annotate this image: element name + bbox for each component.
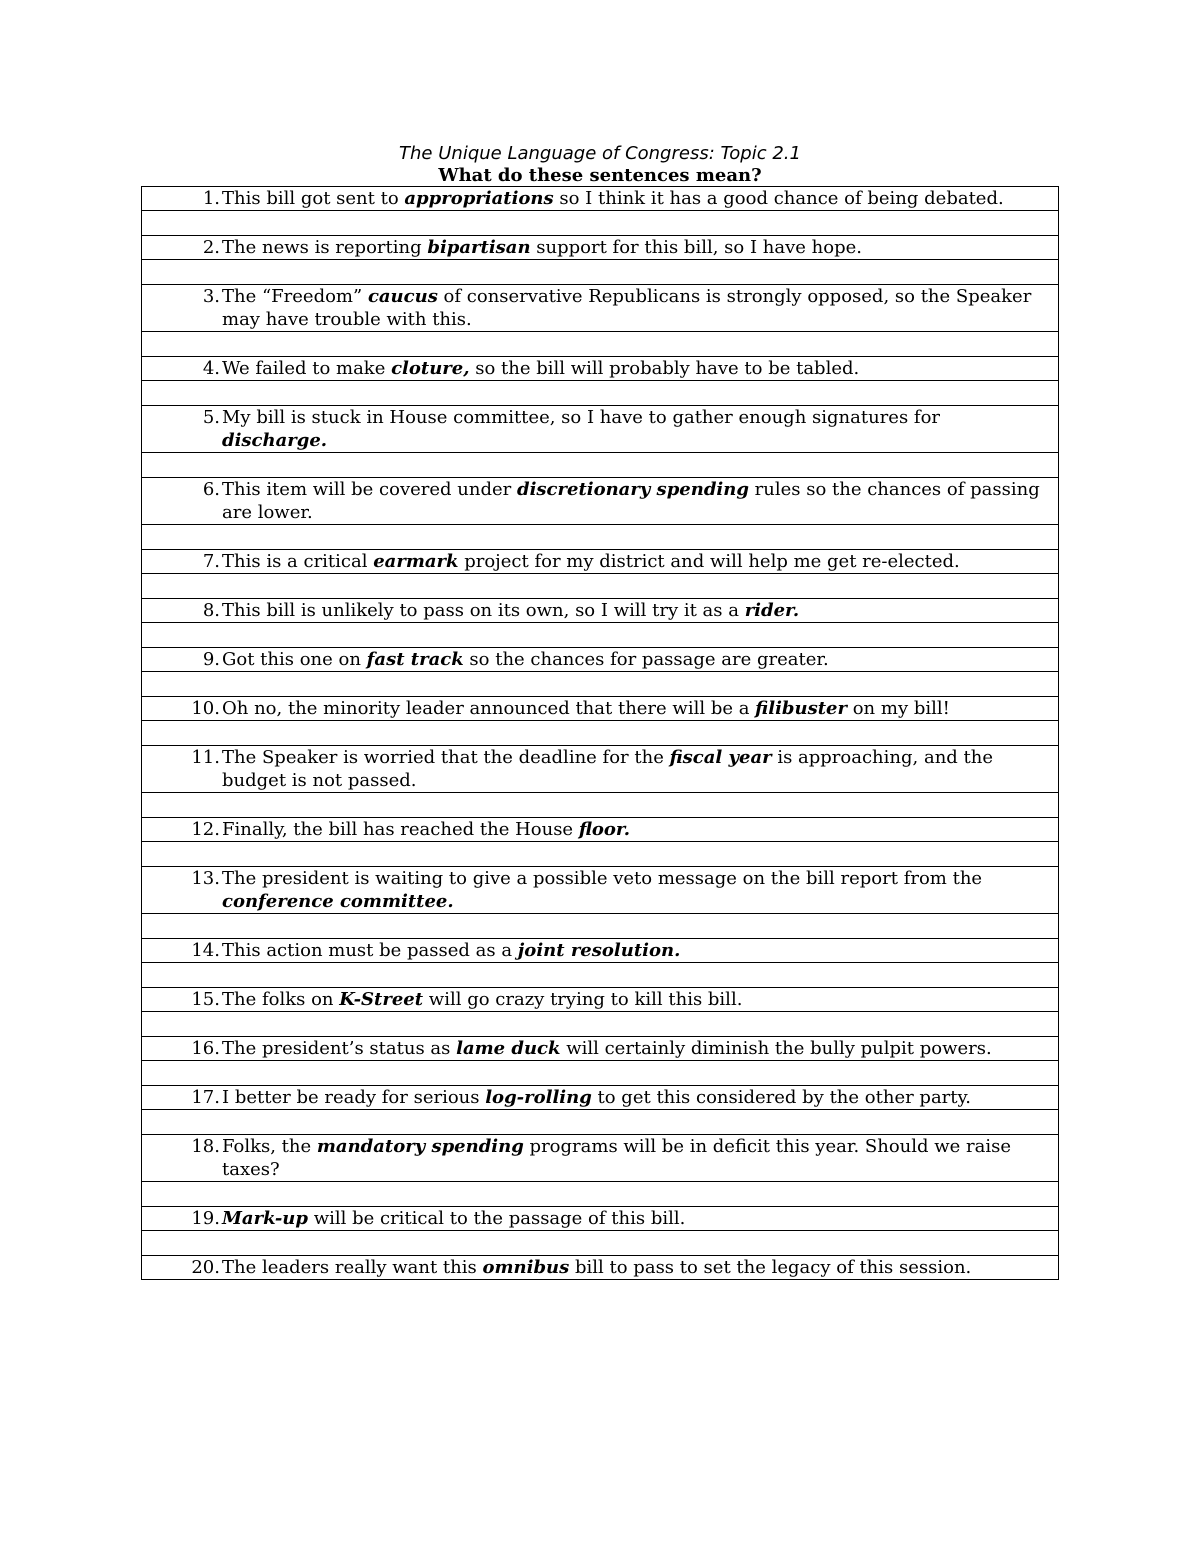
question-line: [142, 236, 1058, 259]
question-line: [142, 1037, 1058, 1060]
question-row: [142, 187, 1059, 211]
answer-cell[interactable]: [142, 1012, 1059, 1037]
question-row: [142, 285, 1059, 332]
question-text-before: This action must be passed as a: [222, 940, 518, 961]
question-row: [142, 1135, 1059, 1182]
answer-cell[interactable]: [142, 260, 1059, 285]
vocabulary-term: earmark: [373, 551, 459, 572]
question-text-before: The president is waiting to give a possible veto message on the bill report from the: [222, 868, 983, 889]
answer-row: [142, 211, 1059, 236]
question-line: [142, 599, 1058, 622]
question-text-after: will be critical to the passage of this bill.: [307, 1208, 686, 1229]
question-cell: [142, 478, 1059, 525]
question-text: [222, 550, 1058, 573]
question-number: 1.: [202, 188, 220, 209]
vocabulary-term: Mark-up: [222, 1208, 308, 1229]
answer-row: [142, 1012, 1059, 1037]
answer-row: [142, 721, 1059, 746]
question-cell: [142, 187, 1059, 211]
vocabulary-term: rider.: [744, 600, 800, 621]
question-text-after: so I think it has a good chance of being debated.: [553, 188, 1004, 209]
question-row: [142, 236, 1059, 260]
question-text-before: The Speaker is worried that the deadline for the: [222, 747, 670, 768]
vocabulary-term: appropriations: [404, 188, 554, 209]
answer-cell[interactable]: [142, 453, 1059, 478]
answer-cell[interactable]: [142, 793, 1059, 818]
vocabulary-term: K-Street: [339, 989, 424, 1010]
vocabulary-term: fast track: [366, 649, 464, 670]
question-cell: [142, 939, 1059, 963]
question-number: 16.: [191, 1038, 220, 1059]
answer-row: [142, 842, 1059, 867]
vocabulary-term: omnibus: [482, 1257, 570, 1278]
answer-cell[interactable]: [142, 1110, 1059, 1135]
question-cell: [142, 818, 1059, 842]
question-number: 13.: [191, 868, 220, 889]
answer-row: [142, 1231, 1059, 1256]
question-text: [222, 357, 1058, 380]
question-cell: [142, 550, 1059, 574]
question-text-after: project for my district and will help me get re-elected.: [458, 551, 960, 572]
question-text: [222, 236, 1058, 259]
question-number: 9.: [202, 649, 220, 670]
vocabulary-term: floor.: [578, 819, 631, 840]
question-line: [142, 988, 1058, 1011]
question-number: 3.: [202, 286, 220, 307]
answer-cell[interactable]: [142, 381, 1059, 406]
question-text-after: of conservative Republicans is strongly opposed, so the Speaker may have trouble with this.: [222, 286, 1032, 330]
answer-cell[interactable]: [142, 914, 1059, 939]
vocabulary-term: fiscal year: [669, 747, 772, 768]
question-text-after: so the bill will probably have to be tabled.: [469, 358, 860, 379]
question-number: 20.: [191, 1257, 220, 1278]
answer-row: [142, 574, 1059, 599]
question-text-after: bill to pass to set the legacy of this session.: [569, 1257, 972, 1278]
question-text: [222, 406, 1058, 452]
question-line: [142, 697, 1058, 720]
question-text-after: support for this bill, so I have hope.: [530, 237, 862, 258]
question-text: [222, 867, 1058, 913]
question-text-before: Oh no, the minority leader announced that there will be a: [222, 698, 756, 719]
question-text: [222, 1135, 1058, 1181]
question-cell: [142, 988, 1059, 1012]
question-row: [142, 697, 1059, 721]
question-text-after: to get this considered by the other party.: [591, 1087, 972, 1108]
vocabulary-term: mandatory spending: [316, 1136, 524, 1157]
question-text: [222, 939, 1058, 962]
question-text: [222, 478, 1058, 524]
question-number: 7.: [202, 551, 220, 572]
vocabulary-term: discharge.: [222, 430, 328, 451]
question-text: [222, 697, 1058, 720]
answer-cell[interactable]: [142, 672, 1059, 697]
question-cell: [142, 648, 1059, 672]
vocabulary-term: caucus: [367, 286, 438, 307]
question-text: [222, 1207, 1058, 1230]
answer-cell[interactable]: [142, 1061, 1059, 1086]
question-line: [142, 746, 1058, 792]
question-text: [222, 818, 1058, 841]
question-text: [222, 746, 1058, 792]
answer-cell[interactable]: [142, 332, 1059, 357]
answer-row: [142, 623, 1059, 648]
answer-cell[interactable]: [142, 1182, 1059, 1207]
vocabulary-term: cloture,: [391, 358, 470, 379]
question-text: [222, 187, 1058, 210]
question-number: 14.: [191, 940, 220, 961]
question-text: [222, 285, 1058, 331]
answer-row: [142, 1110, 1059, 1135]
question-cell: [142, 406, 1059, 453]
document-title: The Unique Language of Congress: Topic 2.1: [399, 143, 801, 164]
question-row: [142, 648, 1059, 672]
answer-row: [142, 332, 1059, 357]
question-cell: [142, 1135, 1059, 1182]
answer-row: [142, 1061, 1059, 1086]
question-line: [142, 818, 1058, 841]
question-number: 2.: [202, 237, 220, 258]
question-cell: [142, 1037, 1059, 1061]
answer-row: [142, 672, 1059, 697]
question-cell: [142, 1207, 1059, 1231]
question-number: 11.: [191, 747, 220, 768]
question-text-after: on my bill!: [847, 698, 950, 719]
question-text-before: Got this one on: [222, 649, 367, 670]
question-text-before: The news is reporting: [222, 237, 428, 258]
question-table: [141, 186, 1059, 1280]
question-text-before: The “Freedom”: [222, 286, 368, 307]
question-text: [222, 648, 1058, 671]
vocabulary-term: joint resolution.: [517, 940, 681, 961]
question-text: [222, 599, 1058, 622]
question-text: [222, 988, 1058, 1011]
question-row: [142, 746, 1059, 793]
question-text-before: My bill is stuck in House committee, so I have to gather enough signatures for: [222, 407, 941, 428]
question-cell: [142, 1256, 1059, 1280]
question-row: [142, 599, 1059, 623]
vocabulary-term: lame duck: [456, 1038, 561, 1059]
question-line: [142, 1135, 1058, 1181]
question-line: [142, 1086, 1058, 1109]
question-number: 6.: [202, 479, 220, 500]
question-row: [142, 478, 1059, 525]
question-line: [142, 357, 1058, 380]
question-cell: [142, 357, 1059, 381]
answer-cell[interactable]: [142, 963, 1059, 988]
question-text-after: rules so the chances of passing are lower.: [222, 479, 1040, 523]
question-cell: [142, 1086, 1059, 1110]
question-number: 4.: [202, 358, 220, 379]
question-text-before: This item will be covered under: [222, 479, 517, 500]
question-row: [142, 818, 1059, 842]
question-number: 19.: [191, 1208, 220, 1229]
answer-row: [142, 260, 1059, 285]
question-row: [142, 1256, 1059, 1280]
question-number: 10.: [191, 698, 220, 719]
answer-cell[interactable]: [142, 1231, 1059, 1256]
question-row: [142, 867, 1059, 914]
answer-row: [142, 525, 1059, 550]
question-text-before: The folks on: [222, 989, 340, 1010]
question-text: [222, 1256, 1058, 1279]
document-subtitle: What do these sentences mean?: [438, 165, 762, 186]
question-text-after: will certainly diminish the bully pulpit powers.: [560, 1038, 992, 1059]
answer-row: [142, 381, 1059, 406]
question-text: [222, 1037, 1058, 1060]
question-row: [142, 550, 1059, 574]
answer-cell[interactable]: [142, 525, 1059, 550]
question-line: [142, 648, 1058, 671]
question-number: 8.: [202, 600, 220, 621]
question-row: [142, 357, 1059, 381]
question-text-before: Finally, the bill has reached the House: [222, 819, 579, 840]
question-number: 12.: [191, 819, 220, 840]
question-text-after: is approaching, and the budget is not passed.: [222, 747, 994, 791]
question-text: [222, 1086, 1058, 1109]
question-cell: [142, 867, 1059, 914]
answer-cell[interactable]: [142, 623, 1059, 648]
question-line: [142, 1256, 1058, 1279]
answer-row: [142, 963, 1059, 988]
question-number: 17.: [191, 1087, 220, 1108]
question-cell: [142, 697, 1059, 721]
question-line: [142, 867, 1058, 913]
question-line: [142, 550, 1058, 573]
question-line: [142, 1207, 1058, 1230]
answer-row: [142, 453, 1059, 478]
question-text-after: will go crazy trying to kill this bill.: [423, 989, 743, 1010]
answer-row: [142, 914, 1059, 939]
answer-cell[interactable]: [142, 574, 1059, 599]
question-text-after: so the chances for passage are greater.: [463, 649, 829, 670]
question-row: [142, 1037, 1059, 1061]
question-row: [142, 1086, 1059, 1110]
vocabulary-term: log-rolling: [485, 1087, 592, 1108]
question-cell: [142, 599, 1059, 623]
question-text-after: programs will be in deficit this year. Should we raise taxes?: [222, 1136, 1012, 1180]
answer-cell[interactable]: [142, 721, 1059, 746]
question-text-before: This bill got sent to: [222, 188, 405, 209]
question-line: [142, 187, 1058, 210]
question-row: [142, 939, 1059, 963]
answer-cell[interactable]: [142, 842, 1059, 867]
vocabulary-term: filibuster: [755, 698, 847, 719]
question-text-before: Folks, the: [222, 1136, 317, 1157]
question-cell: [142, 236, 1059, 260]
question-number: 5.: [202, 407, 220, 428]
vocabulary-term: bipartisan: [427, 237, 531, 258]
vocabulary-term: discretionary spending: [516, 479, 749, 500]
question-text-before: This is a critical: [222, 551, 374, 572]
question-number: 15.: [191, 989, 220, 1010]
answer-cell[interactable]: [142, 211, 1059, 236]
question-number: 18.: [191, 1136, 220, 1157]
question-cell: [142, 746, 1059, 793]
question-line: [142, 939, 1058, 962]
answer-row: [142, 793, 1059, 818]
question-cell: [142, 285, 1059, 332]
question-text-before: The president’s status as: [222, 1038, 457, 1059]
question-row: [142, 1207, 1059, 1231]
question-line: [142, 478, 1058, 524]
question-text-before: The leaders really want this: [222, 1257, 483, 1278]
answer-row: [142, 1182, 1059, 1207]
question-text-before: This bill is unlikely to pass on its own, so I will try it as a: [222, 600, 745, 621]
question-line: [142, 285, 1058, 331]
question-text-before: We failed to make: [222, 358, 392, 379]
question-row: [142, 406, 1059, 453]
question-line: [142, 406, 1058, 452]
question-row: [142, 988, 1059, 1012]
vocabulary-term: conference committee.: [222, 891, 454, 912]
question-text-before: I better be ready for serious: [222, 1087, 486, 1108]
